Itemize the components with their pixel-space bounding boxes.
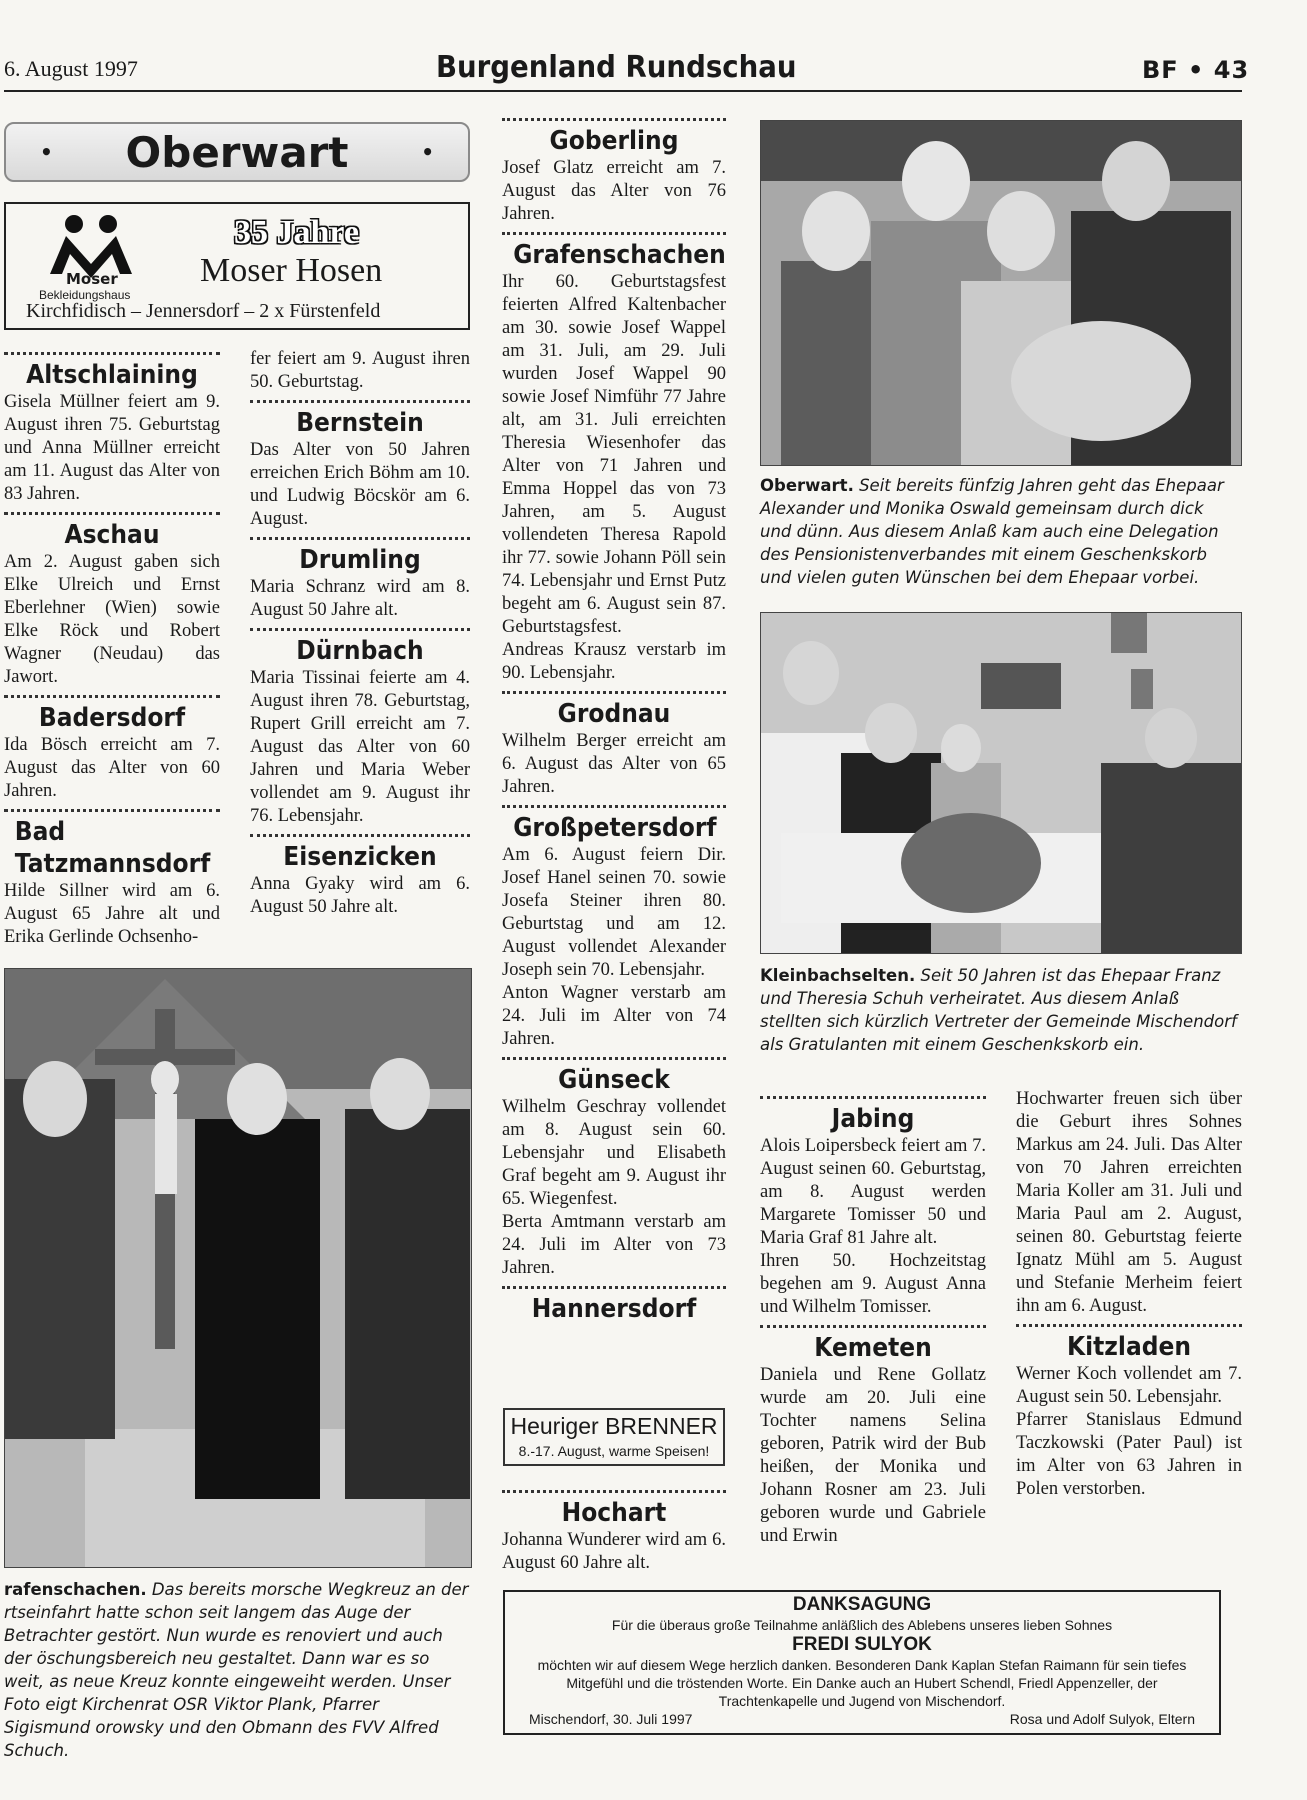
article-heading: Altschlaining (26, 360, 198, 390)
photo-kleinbachselten (760, 612, 1242, 954)
ad-locations: Kirchfidisch – Jennersdorf – 2 x Fürstenfeld (26, 300, 381, 322)
caption-place: Oberwart. (760, 476, 854, 495)
article-text: fer feiert am 9. August ihren 50. Geburtstag. (250, 349, 470, 392)
article-heading: Hannersdorf (531, 1294, 697, 1324)
article-heading: Großpetersdorf (513, 813, 717, 843)
column-3 (502, 116, 726, 1325)
caption-text: Seit 50 Jahren ist das Ehepaar Franz und Theresia Schuh verheiratet. Aus diesem Anlaß stellten sich kürzlich Vertreter der Gemeinde Mischendorf als Gratulanten mit einem Geschenkskorb ein. (760, 966, 1237, 1054)
logo-subtitle: Bekleidungshaus (39, 288, 131, 302)
article-text: Anton Wagner verstarb am 24. Juli im Alter von 74 Jahren. (502, 983, 726, 1049)
page-number: BF • 43 (1142, 56, 1250, 84)
danksagung-notice (503, 1590, 1221, 1735)
article-text: Am 6. August feiern Dir. Josef Hanel seinen 70. sowie Josefa Steiner ihren 80. Geburtstag und am 12. August vollendet Alexander Joseph sein 70. Lebensjahr. (502, 845, 726, 980)
article-heading: Jabing (831, 1104, 915, 1134)
caption-text: Das bereits morsche Wegkreuz an der rtseinfahrt hatte schon seit langem das Auge der Betrachter gestört. Nun wurde es renoviert und auch der öschungsbereich neu gestaltet. Dann war es so weit, as neue Kreuz konnte eingeweiht werden. Unser Foto eigt Kirchenrat OSR Viktor Plank, Pfarrer Sigismund orowsky und den Obmann des FVV Alfred Schuch. (4, 1580, 469, 1760)
column-3-bottom (502, 1484, 726, 1575)
issue-date: 6. August 1997 (4, 56, 138, 81)
heuriger-ad (503, 1408, 725, 1466)
caption-grafenschachen (4, 1578, 470, 1762)
article-text: Werner Koch vollendet am 7. August sein 50. Lebensjahr. (1016, 1364, 1242, 1407)
article-text: Ihr 60. Geburtstagsfest feierten Alfred Kaltenbacher am 30. sowie Josef Wappel am 31. Juli, am 29. Juli wurden Josef Wappel 90 sowie Josef Nimführ 77 Jahre alt, am 31. Juli erreichten Theresia Wiesenhofer das Alter von 71 Jahren und Emma Hoppel das von 73 Jahren, am 5. August vollendeten Theresa Rapold ihr 77. sowie Johann Pöll sein 74. Lebensjahr und Ernst Putz begeht am 6. August sein 87. Geburtstagsfest. (502, 272, 726, 637)
article-text: Andreas Krausz verstarb im 90. Lebensjahr. (502, 640, 726, 683)
notice-name: FREDI SULYOK (792, 1634, 932, 1655)
caption-oberwart (760, 474, 1240, 589)
ad-brand: Moser Hosen (200, 252, 383, 289)
article-text: Maria Schranz wird am 8. August 50 Jahre alt. (250, 577, 470, 620)
article-text: Gisela Müllner feiert am 9. August ihren 75. Geburtstag und Anna Müllner erreicht am 11. August das Alter von 83 Jahren. (4, 392, 220, 504)
caption-place: rafenschachen. (4, 1580, 147, 1599)
article-heading: Badersdorf (38, 703, 186, 733)
notice-line: möchten wir auf diesem Wege herzlich danken. Besonderen Dank Kaplan Stefan Raimann für sein tiefes Mitgefühl und die tröstenden Worte. Ein Danke auch an Hubert Schendl, Friedl Appenzeller, der Trachtenkapelle und Jugend von Mischendorf. (537, 1657, 1187, 1709)
moser-advertisement (4, 202, 470, 330)
article-heading: Grodnau (557, 699, 671, 729)
notice-place-date: Mischendorf, 30. Juli 1997 (529, 1711, 693, 1727)
article-heading: Aschau (64, 520, 160, 550)
article-heading: Kitzladen (1066, 1332, 1192, 1362)
article-text: Anna Gyaky wird am 6. August 50 Jahre alt. (250, 874, 470, 917)
article-heading: Drumling (299, 545, 421, 575)
newspaper-title: Burgenland Rundschau (436, 50, 797, 85)
section-title: Oberwart (125, 127, 349, 177)
heuriger-title: Heuriger BRENNER (510, 1413, 718, 1439)
notice-line: Für die überaus große Teilnahme anläßlich des Ablebens unseres lieben Sohnes (611, 1617, 1113, 1633)
article-heading: Goberling (549, 126, 679, 156)
wayside-cross-image (5, 969, 471, 1567)
article-text: Wilhelm Berger erreicht am 6. August das Alter von 65 Jahren. (502, 731, 726, 797)
kleinbachselten-image (761, 613, 1241, 953)
column-1 (4, 348, 220, 949)
logo-name: Moser (66, 270, 118, 288)
article-heading: Hochart (561, 1498, 667, 1528)
oberwart-couple-image (761, 121, 1241, 465)
article-text: Pfarrer Stanislaus Edmund Taczkowski (Pater Paul) ist im Alter von 63 Jahren in Polen verstorben. (1016, 1410, 1242, 1499)
banner-bullet-left: • (40, 140, 53, 164)
article-text: Berta Amtmann verstarb am 24. Juli im Alter von 73 Jahren. (502, 1212, 726, 1278)
article-heading: Bernstein (296, 408, 424, 438)
article-text: Johanna Wunderer wird am 6. August 60 Jahre alt. (502, 1530, 726, 1573)
photo-oberwart-couple (760, 120, 1242, 466)
article-heading: Günseck (558, 1065, 670, 1095)
article-text: Am 2. August gaben sich Elke Ulreich und Ernst Eberlehner (Wien) sowie Elke Röck und Robert Wagner (Neudau) das Jawort. (4, 552, 220, 687)
ad-anniversary: 35 Jahre (234, 214, 359, 251)
article-text: Wilhelm Geschray vollendet am 8. August sein 60. Lebensjahr und Elisabeth Graf begeht am 9. August ihr 65. Wiegenfest. (502, 1097, 726, 1209)
article-heading: Kemeten (814, 1333, 932, 1363)
article-text: Josef Glatz erreicht am 7. August das Alter von 76 Jahren. (502, 158, 726, 224)
column-4 (760, 1088, 986, 1548)
column-2 (250, 348, 470, 919)
article-text: Alois Loipersbeck feiert am 7. August seinen 60. Geburtstag, am 8. August werden Margarete Tomisser 50 und Maria Graf 81 Jahre alt. (760, 1136, 986, 1248)
article-text: Ida Bösch erreicht am 7. August das Alter von 60 Jahren. (4, 735, 220, 801)
article-heading: Dürnbach (296, 636, 424, 666)
notice-signature: Rosa und Adolf Sulyok, Eltern (1009, 1711, 1195, 1727)
article-heading: Eisenzicken (283, 842, 437, 872)
article-text: Hochwarter freuen sich über die Geburt ihres Sohnes Markus am 24. Juli. Das Alter von 70 Jahren erreichten Maria Koller am 31. Juli und Maria Paul am 2. August, seinen 80. Geburtstag feierte Ignatz Mühl am 5. August und Stefanie Merheim feiert ihn am 6. August. (1016, 1089, 1242, 1316)
heuriger-subtitle: 8.-17. August, warme Speisen! (518, 1443, 710, 1459)
photo-wayside-cross (4, 968, 472, 1568)
masthead-rule (4, 90, 1242, 92)
caption-text: Seit bereits fünfzig Jahren geht das Ehepaar Alexander und Monika Oswald gemeinsam durch dick und dünn. Aus diesem Anlaß kam auch eine Delegation des Pensionistenverbandes mit einem Geschenkskorb und vielen guten Wünschen bei dem Ehepaar vorbei. (760, 476, 1224, 587)
notice-title: DANKSAGUNG (792, 1594, 932, 1615)
column-5 (1016, 1088, 1242, 1501)
article-text: Hilde Sillner wird am 6. August 65 Jahre alt und Erika Gerlinde Ochsenho- (4, 881, 220, 947)
caption-kleinbachselten (760, 964, 1240, 1056)
article-heading: Bad Tatzmannsdorf (14, 817, 211, 879)
article-text: Maria Tissinai feierte am 4. August ihren 78. Geburtstag, Rupert Grill erreicht am 7. August das Alter von 60 Jahren und Maria Weber vollendet am 9. August ihr 76. Lebensjahr. (250, 668, 470, 826)
caption-place: Kleinbachselten. (760, 966, 916, 985)
article-text: Ihren 50. Hochzeitstag begehen am 9. August Anna und Wilhelm Tomisser. (760, 1251, 986, 1317)
article-heading: Grafenschachen (513, 240, 726, 270)
article-text: Daniela und Rene Gollatz wurde am 20. Juli eine Tochter namens Selina geboren, Patrik wird der Bub heißen, der Monika und Johann Rosner am 23. Juli geboren wurde und Gabriele und Erwin (760, 1365, 986, 1546)
article-text: Das Alter von 50 Jahren erreichen Erich Böhm am 10. und Ludwig Böcskör am 6. August. (250, 440, 470, 529)
banner-bullet-right: • (421, 140, 434, 164)
section-banner (4, 122, 470, 182)
